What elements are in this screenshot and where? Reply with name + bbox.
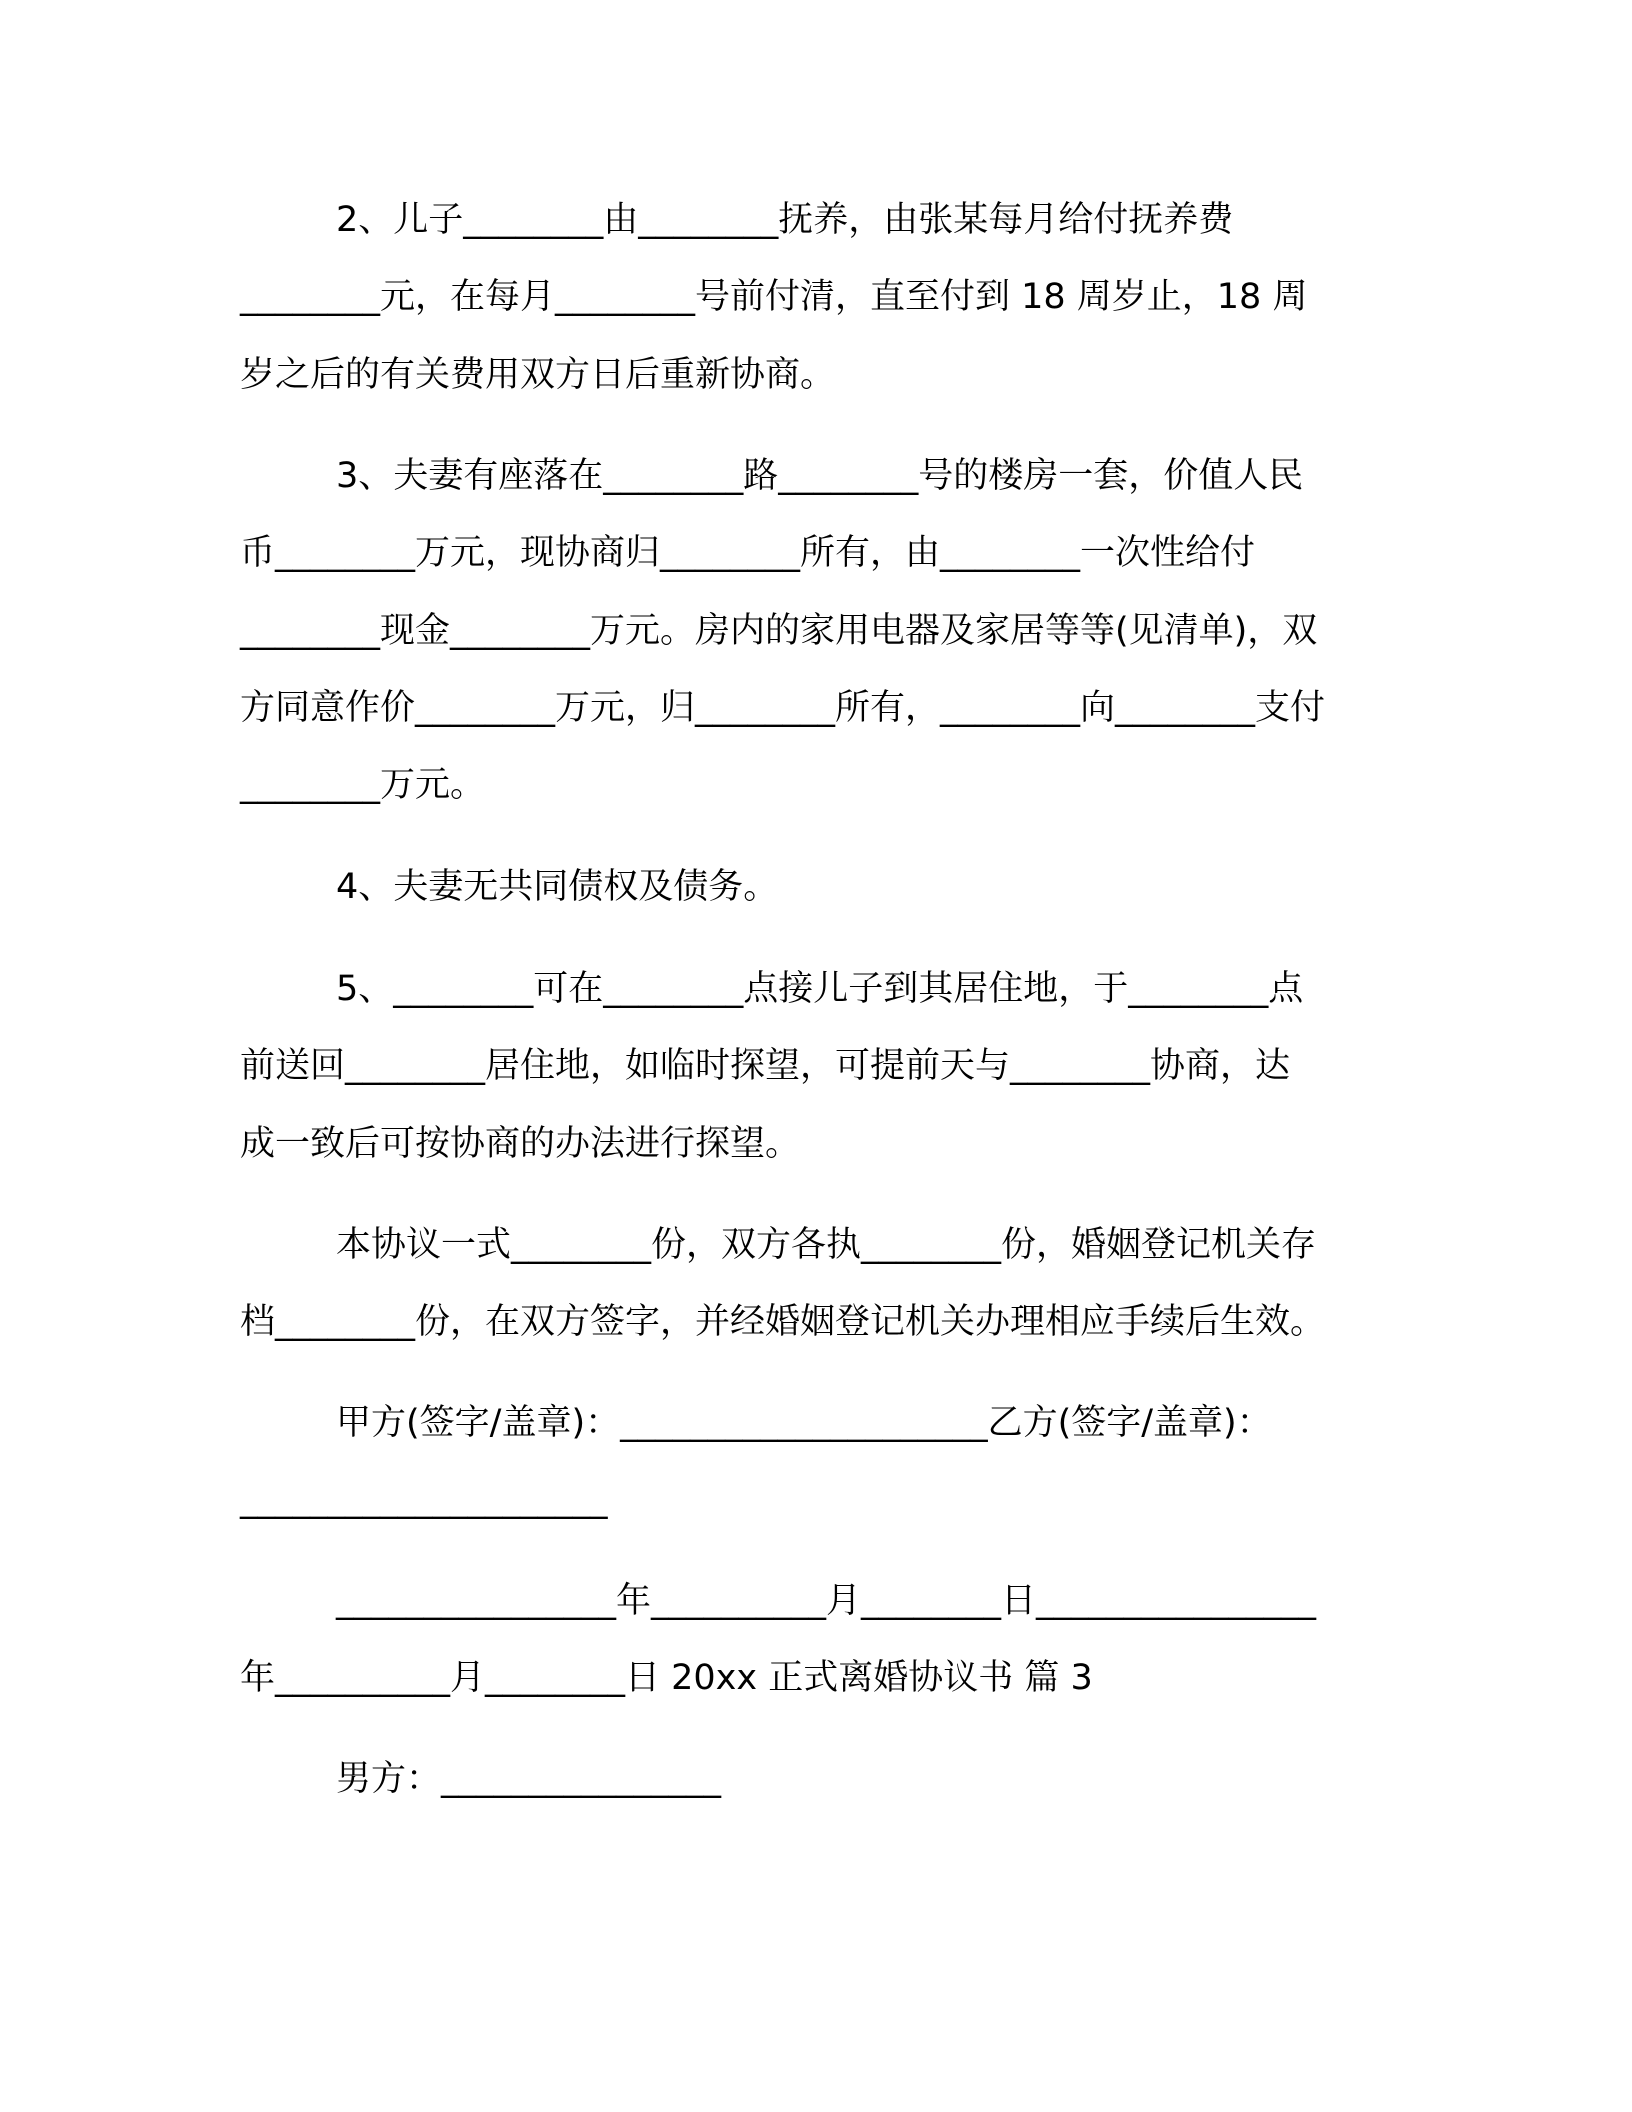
text-line: 档________份，在双方签字，并经婚姻登记机关办理相应手续后生效。: [240, 1302, 1326, 1342]
date-line: ________________年__________月________日________________: [336, 1581, 1317, 1621]
text-line: 币________万元，现协商归________所有，由________一次性给付: [240, 533, 1256, 573]
signature-line: _____________________: [240, 1480, 608, 1520]
signature-line: 甲方(签字/盖章)：_____________________乙方(签字/盖章)：: [336, 1403, 1272, 1443]
text-line: 2、儿子________由________抚养，由张某每月给付抚养费: [336, 200, 1234, 240]
text-line: 本协议一式________份，双方各执________份，婚姻登记机关存: [336, 1225, 1317, 1265]
text-line: 成一致后可按协商的办法进行探望。: [240, 1124, 801, 1164]
date-line: 年__________月________日 20xx 正式离婚协议书 篇 3: [240, 1658, 1093, 1698]
text-line: 3、夫妻有座落在________路________号的楼房一套，价值人民: [336, 456, 1304, 496]
text-line: 5、________可在________点接儿子到其居住地，于________点: [336, 969, 1304, 1009]
text-line: 前送回________居住地，如临时探望，可提前天与________协商，达: [240, 1046, 1291, 1086]
text-line: ________现金________万元。房内的家用电器及家居等等(见清单)，双: [240, 611, 1318, 651]
text-line: ________元，在每月________号前付清，直至付到 18 周岁止，18 周: [240, 277, 1308, 317]
text-line: 岁之后的有关费用双方日后重新协商。: [240, 355, 836, 395]
text-line: 4、夫妻无共同债权及债务。: [336, 867, 779, 907]
text-line: ________万元。: [240, 765, 486, 805]
text-line: 方同意作价________万元，归________所有，________向________支付: [240, 688, 1326, 728]
male-party-line: 男方：________________: [336, 1759, 722, 1799]
